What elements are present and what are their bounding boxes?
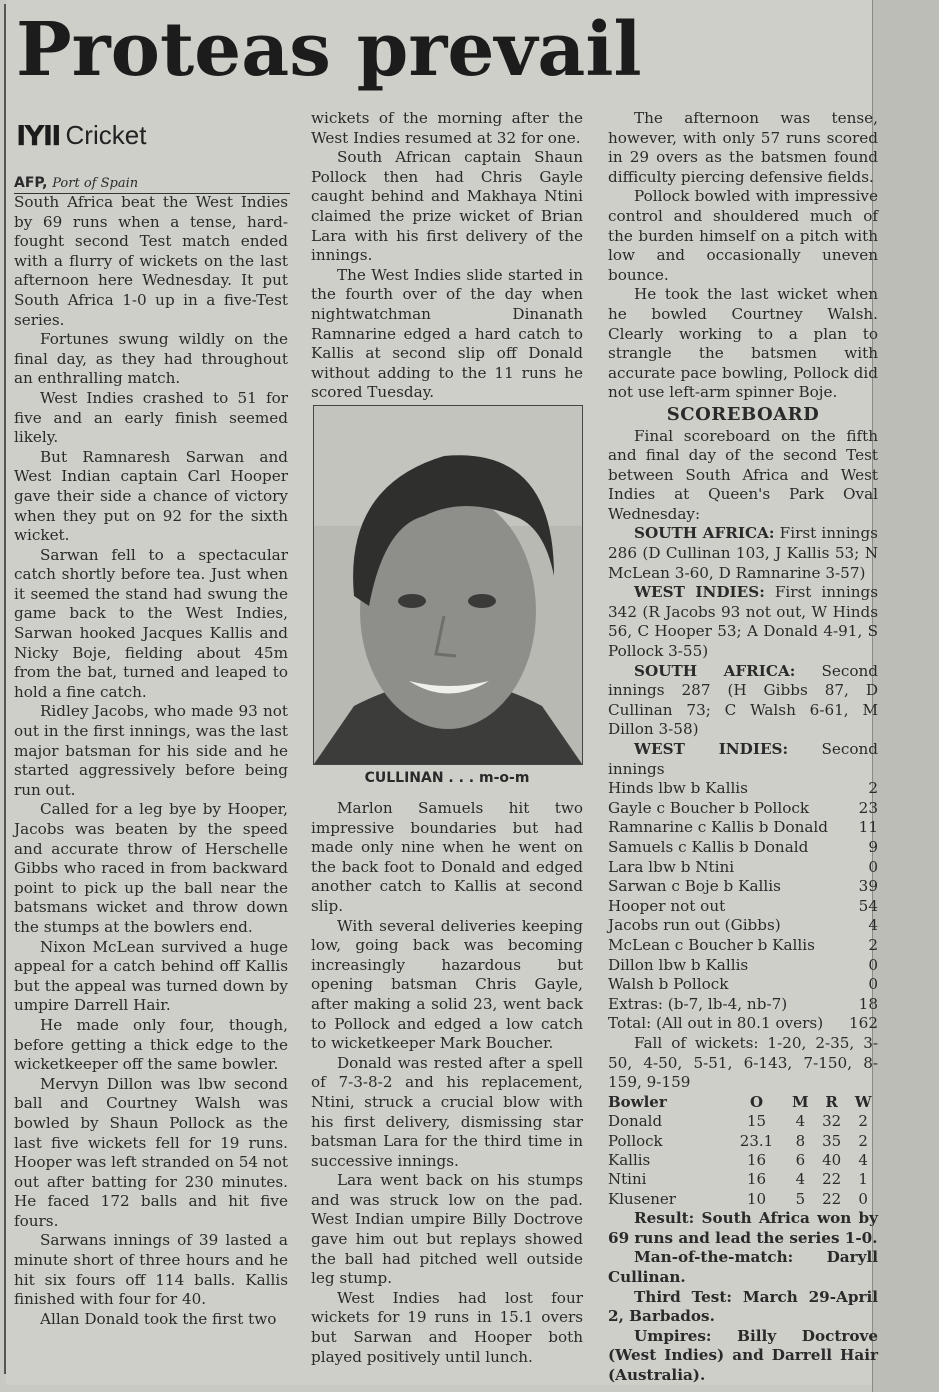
paragraph: Called for a leg bye by Hooper, Jacobs was beaten by the speed and accurate throw of Herschelle Gibbs who raced in from backward point to pick up the ball near the batsmans wicket and throw down the stumps at the bowlers end. [14,800,288,936]
cell: Ntini [608,1170,647,1189]
cell: 1 [858,1170,868,1189]
paragraph: Donald was rested after a spell of 7-3-8-2 and his replacement, Ntini, struck a crucial blow with his first delivery, dismissing star batsman Lara for the third time in successive innings. [311,1053,583,1170]
paragraph: He made only four, though, before getting a thick edge to the wicketkeeper off the same bowler. [14,1015,288,1074]
section-logo: IYII [16,118,60,152]
portrait-image [314,406,582,764]
section-header [16,120,146,151]
bowling-row [608,1190,878,1209]
runs: 11 [858,818,878,837]
headline: Proteas prevail [16,7,642,93]
cell: 0 [858,1189,868,1208]
man-of-the-match: Man-of-the-match: Daryll Cullinan. [608,1248,878,1286]
team-name: WEST INDIES: [634,583,765,602]
innings-text: Second innings 287 (H Gibbs 87, D Cullinan 73; C Walsh 6-61, M Dillon 3-58) [608,661,878,739]
match-result: Result: South Africa won by 69 runs and lead the series 1-0. [608,1209,878,1247]
cell: 40 [822,1150,842,1169]
runs: 2 [868,779,878,798]
header-cell: M [792,1092,809,1111]
innings-summary [608,583,878,661]
innings-text: First innings 286 (D Cullinan 103, J Kallis 53; N McLean 3-60, D Ramnarine 3-57) [608,524,878,582]
runs: 2 [868,935,878,954]
team-name: SOUTH AFRICA: [634,524,775,543]
paragraph: Ridley Jacobs, who made 93 not out in the first innings, was the last major batsman for his side and he started aggressively before being run out. [14,702,288,799]
bowling-row [608,1132,878,1151]
innings-text: First innings 342 (R Jacobs 93 not out, W Hinds 56, C Hooper 53; A Donald 4-91, S Pollock 3-55) [608,583,878,661]
byline-place: Port of Spain [52,176,139,191]
batting-row [608,877,878,897]
header-cell: R [825,1092,838,1111]
batsman: Lara lbw b Ntini [608,857,735,876]
paragraph: But Ramnaresh Sarwan and West Indian captain Carl Hooper gave their side a chance of victory when they put on 92 for the sixth wicket. [14,447,288,545]
byline [14,173,290,194]
cell: 5 [795,1189,806,1208]
batsman: Jacobs run out (Gibbs) [608,916,781,935]
extras: Extras: (b-7, lb-4, nb-7) [608,994,788,1013]
fall-of-wickets: Fall of wickets: 1-20, 2-35, 3-50, 4-50, 5-51, 6-143, 7-150, 8-159, 9-159 [608,1033,878,1092]
cell: Kallis [608,1150,651,1169]
paragraph: The West Indies slide started in the fourth over of the day when nightwatchman Dinanath Ramnarine edged a hard catch to Kallis at second slip off Donald without adding to the 11 runs he scored Tuesday. [311,265,583,402]
paragraph: He took the last wicket when he bowled Courtney Walsh. Clearly working to a plan to strangle the batsmen with accurate pace bowling, Pollock did not use left-arm spinner Boje. [608,285,878,402]
cell: 8 [795,1131,806,1150]
innings-summary [608,662,878,740]
cell: 23.1 [739,1131,774,1150]
batting-row [608,779,878,799]
cell: 22 [822,1189,842,1208]
batsman: Hooper not out [608,896,726,915]
header-cell: W [854,1092,872,1111]
bowling-header-row [608,1093,878,1112]
batting-row [608,897,878,917]
paragraph: Pollock bowled with impressive control and shouldered much of the burden himself on a pitch with low and occasionally uneven bounce. [608,187,878,284]
batsman: Walsh b Pollock [608,975,729,994]
bowling-row [608,1112,878,1131]
runs: 9 [868,837,878,856]
runs: 23 [858,798,878,817]
third-test: Third Test: March 29-April 2, Barbados. [608,1287,878,1326]
bowling-table [608,1093,878,1209]
cell: Donald [608,1112,663,1131]
cell: 2 [858,1131,868,1150]
page-margin-strip [872,0,939,1392]
runs: 0 [868,975,878,994]
bowling-row [608,1170,878,1189]
paragraph: West Indies had lost four wickets for 19 runs in 15.1 overs but Sarwan and Hooper both played positively until lunch. [311,1288,583,1366]
cell: 16 [746,1170,767,1189]
cell: 6 [795,1150,806,1169]
cell: 16 [746,1150,767,1169]
paragraph: Allan Donald took the first two [40,1309,277,1328]
photo-caption: CULLINAN . . . m-o-m [364,770,530,786]
byline-agency: AFP, [14,175,48,191]
paragraph: Mervyn Dillon was lbw second ball and Courtney Walsh was bowled by Shaun Pollock as the last five wickets fell for 19 runs. Hooper was left stranded on 54 not out after batting for 230 minutes. He faced 172 balls and hit five fours. [14,1074,288,1230]
article-column-1 [14,193,288,1329]
paragraph: Sarwans innings of 39 lasted a minute short of three hours and he hit six fours off 114 balls. Kallis finished with four for 40. [14,1231,288,1309]
article-column-2-top [311,109,583,403]
paragraph: Marlon Samuels hit two impressive boundaries but had made only nine when he went on the back foot to Donald and edged another catch to Kallis at second slip. [311,799,583,915]
batting-row [608,995,878,1015]
runs: 39 [858,877,878,896]
innings-summary [608,524,878,583]
scoreboard-intro: Final scoreboard on the fifth and final day of the second Test between South Africa and West Indies at Queen's Park Oval Wednesday: [608,426,878,523]
batting-row [608,916,878,936]
batsman: Ramnarine c Kallis b Donald [608,818,829,837]
runs: 0 [868,857,878,876]
cell: 4 [858,1150,868,1169]
cell: 32 [822,1112,842,1131]
batsman: Hinds lbw b Kallis [608,779,748,798]
batting-row [608,838,878,858]
cell: 35 [822,1131,842,1150]
cell: 4 [795,1112,806,1131]
batsman: Gayle c Boucher b Pollock [608,798,810,817]
cell: 10 [746,1189,767,1208]
paragraph: Lara went back on his stumps and was struck low on the pad. West Indian umpire Billy Doctrove gave him out but replays showed the ball had pitched well outside leg stump. [311,1171,583,1288]
runs: 4 [868,916,878,935]
batsman: McLean c Boucher b Kallis [608,935,815,954]
umpires: Umpires: Billy Doctrove (West Indies) and Darrell Hair (Australia). [608,1326,878,1384]
paragraph: Sarwan fell to a spectacular catch shortly before tea. Just when it seemed the stand had swung the game back to the West Indies, Sarwan hooked Jacques Kallis and Nicky Boje, fielding about 45m from the bat, turned and leaped to hold a fine catch. [14,545,288,701]
article-column-2-bottom [311,799,583,1367]
batting-row [608,858,878,878]
paragraph: Nixon McLean survived a huge appeal for a catch behind off Kallis but the appeal was turned down by umpire Darrell Hair. [14,937,288,1015]
batsman: Sarwan c Boje b Kallis [608,877,781,896]
cell: 22 [822,1170,842,1189]
scoreboard-heading: SCOREBOARD [666,403,820,425]
article-column-3 [608,109,878,1385]
runs: 162 [849,1014,878,1033]
cell: 2 [858,1112,868,1131]
cell: Pollock [608,1131,663,1150]
innings-summary [608,740,878,779]
total: Total: (All out in 80.1 overs) [608,1014,824,1033]
batting-row [608,975,878,995]
team-name: SOUTH AFRICA: [634,661,796,680]
cell: Klusener [608,1189,676,1208]
paragraph: South African captain Shaun Pollock then had Chris Gayle caught behind and Makhaya Ntini claimed the prize wicket of Brian Lara with his first delivery of the innings. [311,148,583,265]
paragraph: wickets of the morning after the West Indies resumed at 32 for one. [311,109,583,147]
batting-row [608,956,878,976]
batting-row [608,1014,878,1034]
section-label: Cricket [65,120,147,150]
paragraph: West Indies crashed to 51 for five and an early finish seemed likely. [14,388,288,447]
paragraph: Fortunes swung wildly on the final day, as they had throughout an enthralling match. [14,330,288,388]
batting-row [608,936,878,956]
paragraph: With several deliveries keeping low, going back was becoming increasingly hazardous but opening batsman Chris Gayle, after making a solid 23, went back to Pollock and edged a low catch to wicketkeeper Mark Boucher. [311,916,583,1053]
header-cell: O [749,1092,764,1111]
batsman: Dillon lbw b Kallis [608,955,749,974]
paragraph: The afternoon was tense, however, with only 57 runs scored in 29 overs as the batsmen found difficulty piercing defensive fields. [608,109,878,186]
batting-card [608,779,878,1034]
cell: 15 [746,1112,767,1131]
batting-row [608,799,878,819]
runs: 54 [858,896,878,915]
header-cell: Bowler [608,1092,667,1111]
bowling-row [608,1151,878,1170]
team-name: WEST INDIES: [634,740,789,758]
paragraph: South Africa beat the West Indies by 69 runs when a tense, hard-fought second Test match ended with a flurry of wickets on the last afternoon here Wednesday. It put South Africa 1-0 up in a five-Test series. [14,193,288,329]
left-column-rule [4,4,6,1374]
cullinan-photo [313,405,583,765]
innings-text: Second innings [608,740,878,778]
batting-row [608,818,878,838]
cell: 4 [795,1170,806,1189]
batsman: Samuels c Kallis b Donald [608,837,809,856]
runs: 18 [858,994,878,1013]
runs: 0 [868,955,878,974]
